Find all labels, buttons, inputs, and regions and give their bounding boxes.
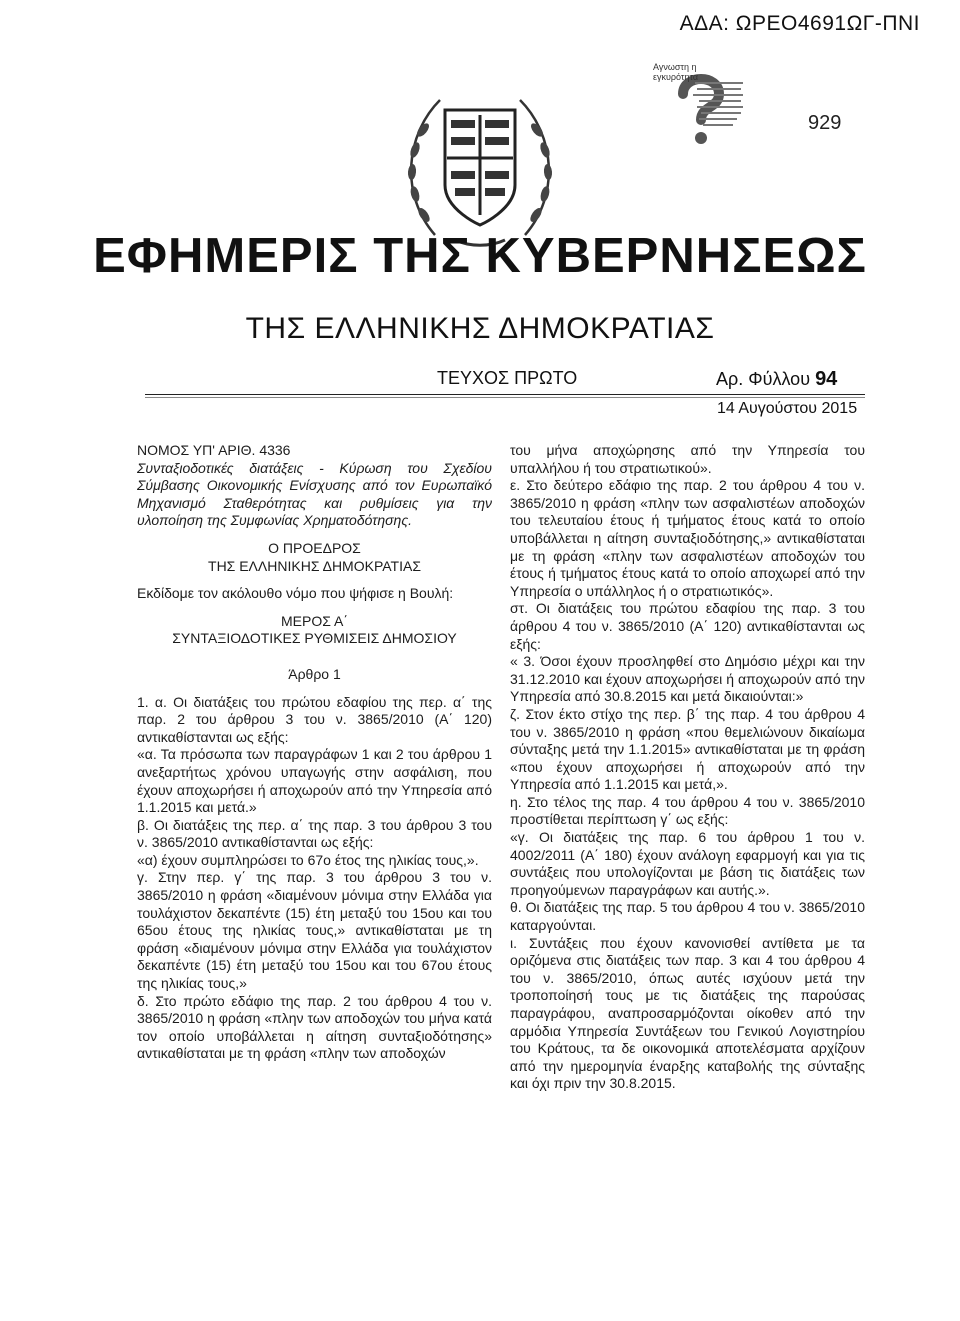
issue-type: ΤΕΥΧΟΣ ΠΡΩΤΟ (437, 368, 578, 388)
law-title: Συνταξιοδοτικές διατάξεις - Κύρωση του Σχεδίου Σύμβασης Οικονομικής Ενίσχυσης από τον Ευρωπαϊκό Μηχανισμό Σταθερότητας και ρυθμίσεις για την υλοποίηση της Συμφωνίας Χρηματοδότησης. (137, 459, 492, 529)
gazette-title: ΕΦΗΜΕΡΙΣ ΤΗΣ ΚΥΒΕΡΝΗΣΕΩΣ (93, 229, 867, 283)
left-column (137, 442, 492, 1063)
paragraph: του μήνα αποχώρησης από την Υπηρεσία του υπαλλήλου ή του στρατιωτικού». (510, 442, 865, 476)
header-divider (145, 394, 865, 395)
president-heading: Ο ΠΡΟΕΔΡΟΣ (268, 539, 361, 556)
law-number: ΝΟΜΟΣ ΥΠ' ΑΡΙΘ. 4336 (137, 442, 291, 458)
sheet-number: Αρ. Φύλλου 94 (716, 368, 838, 390)
paragraph: β. Οι διατάξεις της περ. α΄ της παρ. 3 του άρθρου 3 του ν. 3865/2010 αντικαθίστανται ως εξής: (137, 816, 492, 851)
part-title: ΣΥΝΤΑΞΙΟΔΟΤΙΚΕΣ ΡΥΘΜΙΣΕΙΣ ΔΗΜΟΣΙΟΥ (172, 630, 457, 647)
paragraph: «α. Τα πρόσωπα των παραγράφων 1 και 2 του άρθρου 1 ανεξαρτήτως χρόνου υπαγωγής στην ασφάλιση, που έχουν αποχωρήσει ή αποχωρούν από την Υπηρεσία από 1.1.2015 και μετά.» (137, 746, 492, 816)
paragraph: στ. Οι διατάξεις του πρώτου εδαφίου της παρ. 3 του άρθρου 4 του ν. 3865/2010 (Α΄ 120) αντικαθίστανται ως εξής: (510, 600, 865, 652)
paragraph: θ. Οι διατάξεις της παρ. 5 του άρθρου 4 του ν. 3865/2010 καταργούνται. (510, 899, 865, 934)
paragraph: ζ. Στον έκτο στίχο της περ. β΄ της παρ. 4 του άρθρου 4 του ν. 3865/2010 η φράση «που θεμελιώνουν δικαίωμα σύνταξης μετά την 1.1.2015» αντικαθίσταται με τη φράση «που έχουν αποχωρήσει ή αποχωρούν από την Υπηρεσία από 1.1.2015 και μετά,». (510, 705, 865, 793)
president-heading-republic: ΤΗΣ ΕΛΛΗΝΙΚΗΣ ΔΗΜΟΚΡΑΤΙΑΣ (208, 557, 421, 574)
paragraph: « 3. Όσοι έχουν προσληφθεί στο Δημόσιο μέχρι και την 31.12.2010 και έχουν αποχωρήσει ή αποχωρούν από την Υπηρεσία από 30.8.2015 και μετά δικαιούνται:» (510, 653, 865, 705)
paragraph: «α) έχουν συμπληρώσει το 67ο έτος της ηλικίας τους,». (137, 851, 479, 868)
article-heading: Άρθρο 1 (288, 665, 341, 682)
digital-signature-stamp (653, 62, 749, 148)
paragraph: γ. Στην περ. γ΄ της παρ. 3 του άρθρου 3 του ν. 3865/2010 η φράση «διαμένουν μόνιμα στην Ελλάδα για τουλάχιστον δεκαπέντε (15) έτη μεταξύ του 15ου και του 65ου έτους της ηλικίας τους,» αντικαθίσταται με τη φράση «διαμένουν μόνιμα στην Ελλάδα για τουλάχιστον δεκαπέντε (15) έτη μεταξύ του 15ου και του 67ου έτους της ηλικίας τους,» (137, 869, 492, 992)
paragraph: ε. Στο δεύτερο εδάφιο της παρ. 2 του άρθρου 4 του ν. 3865/2010 η φράση «πλην των ασφαλιστέων αποδοχών του τελευταίου έτους ή τμήματος έτους κατά το οποίο υποβάλλεται η αίτηση συνταξιοδότησης,» αντικαθίσταται με τη φράση «πλην των ασφαλιστέων αποδοχών του έτους ή τμήματος έτους κατά το οποίο αποχωρεί από την Υπηρεσία ο υπάλληλος ή ο στρατιωτικός». (510, 477, 865, 599)
paragraph: δ. Στο πρώτο εδάφιο της παρ. 2 του άρθρου 4 του ν. 3865/2010 η φράση «πλην των αποδοχών του μήνα κατά τον οποίο υποβάλλεται η αίτηση συνταξιοδότησης» αντικαθίσταται με τη φράση «πλην των αποδοχών (137, 992, 492, 1062)
ada-code: ΑΔΑ: ΩΡΕΟ4691ΩΓ-ΠΝΙ (679, 12, 920, 35)
page-number: 929 (808, 112, 842, 134)
paragraph: η. Στο τέλος της παρ. 4 του άρθρου 4 του ν. 3865/2010 προστίθεται περίπτωση γ΄ ως εξής: (510, 793, 865, 828)
paragraph: «γ. Οι διατάξεις της παρ. 6 του άρθρου 1 του ν. 4002/2011 (Α΄ 180) έχουν ανάλογη εφαρμογή και για τις συντάξεις που υπολογίζονται με βάση τις διατάξεις των προηγούμενων παραγράφων και αυτής.». (510, 829, 865, 898)
signature-validity-text: Αγνωστη η εγκυρότητα (653, 62, 699, 82)
enactment-formula: Εκδίδομε τον ακόλουθο νόμο που ψήφισε η Βουλή: (137, 585, 454, 602)
gazette-subtitle: ΤΗΣ ΕΛΛΗΝΙΚΗΣ ΔΗΜΟΚΡΑΤΙΑΣ (245, 312, 715, 345)
issue-date: 14 Αυγούστου 2015 (717, 400, 858, 417)
part-heading: ΜΕΡΟΣ Α΄ (281, 612, 348, 629)
paragraph: ι. Συντάξεις που έχουν κανονισθεί αντίθετα με τα οριζόμενα στις διατάξεις των παρ. 3 και 4 του άρθρου 4 του ν. 3865/2010, όπως αυτές ισχύουν μετά την τροποποίησή τους με τις διατάξεις της παρούσας παραγράφου, αναπροσαρμόζονται οίκοθεν από την αρμόδια Υπηρεσία Συντάξεων του Γενικού Λογιστηρίου του Κράτους, τα δε οικονομικά αποτελέσματα αρχίζουν από την ημερομηνία έναρξης καταβολής της σύνταξης και όχι πριν την 30.8.2015. (510, 934, 865, 1092)
paragraph: 1. α. Οι διατάξεις του πρώτου εδαφίου της περ. α΄ της παρ. 2 του άρθρου 3 του ν. 3865/2010 (Α΄ 120) αντικαθίστανται ως εξής: (137, 693, 492, 745)
header-divider-secondary (145, 397, 865, 398)
right-column (510, 442, 865, 1093)
